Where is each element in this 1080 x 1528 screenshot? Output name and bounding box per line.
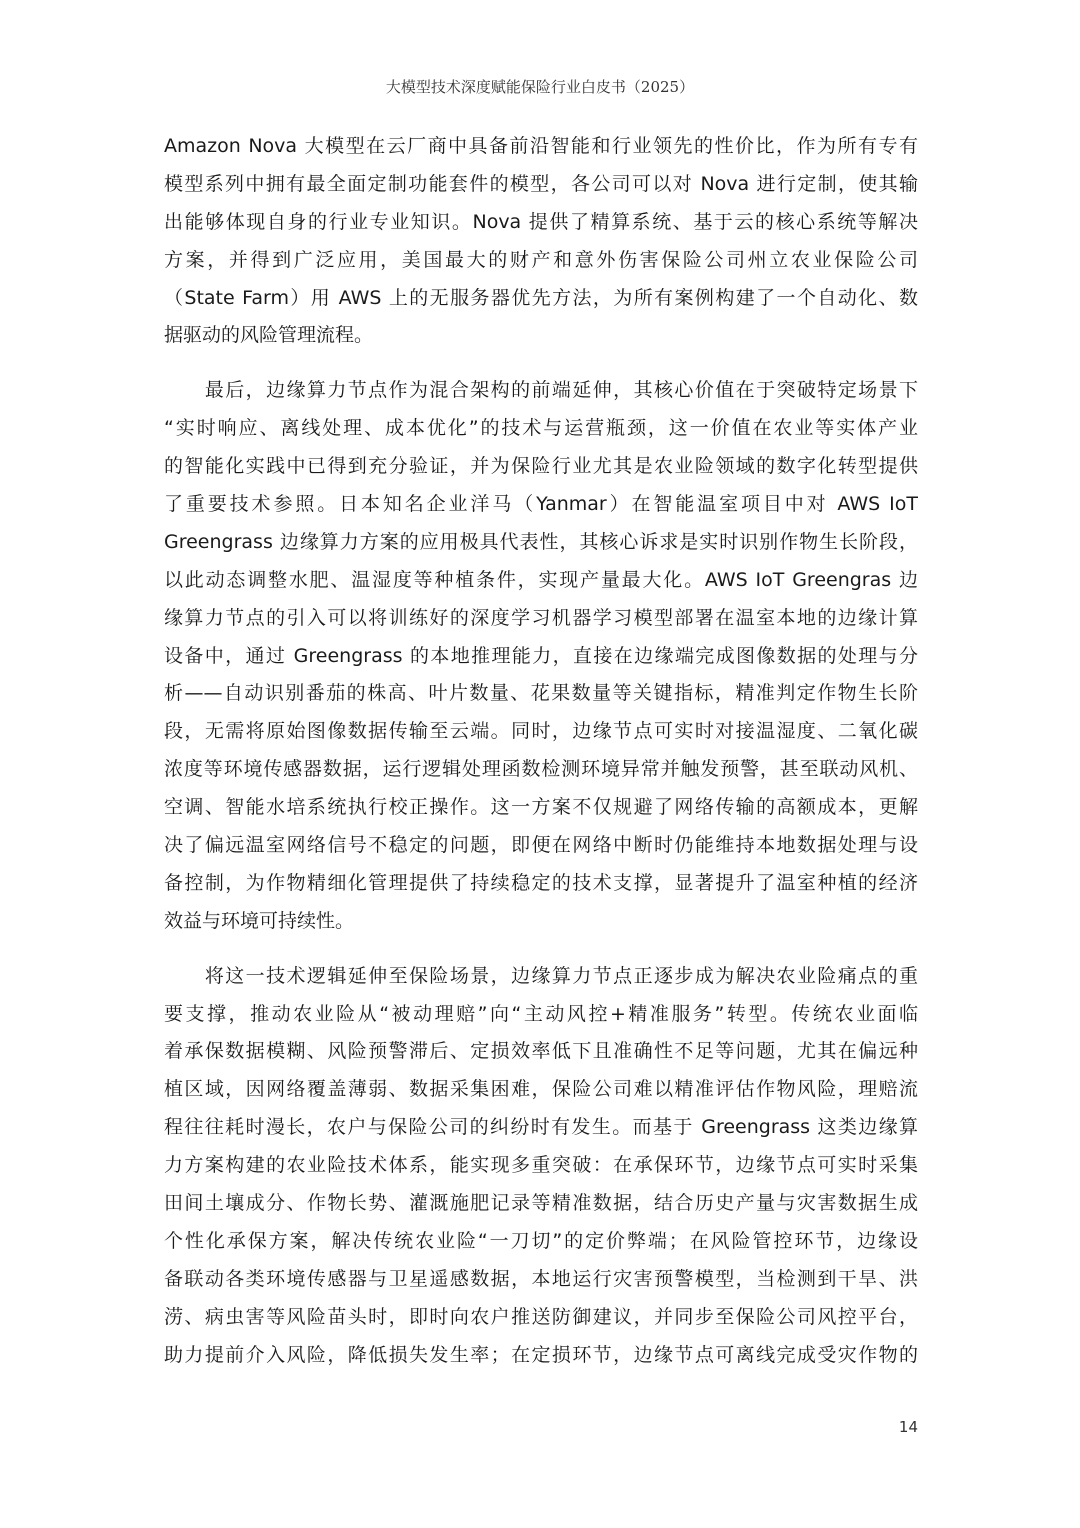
text-line: 植区域，因网络覆盖薄弱、数据采集困难，保险公司难以精准评估作物风险，理赔流 bbox=[164, 1078, 918, 1101]
text-line: 出能够体现自身的行业专业知识。Nova 提供了精算系统、基于云的核心系统等解决 bbox=[164, 210, 918, 233]
text-line: 方案，并得到广泛应用，美国最大的财产和意外伤害保险公司州立农业保险公司 bbox=[164, 248, 918, 271]
text-line: 决了偏远温室网络信号不稳定的问题，即便在网络中断时仍能维持本地数据处理与设 bbox=[164, 834, 918, 857]
text-line: 备控制，为作物精细化管理提供了持续稳定的技术支撑，显著提升了温室种植的经济 bbox=[164, 871, 918, 894]
text-line: 备联动各类环境传感器与卫星遥感数据，本地运行灾害预警模型，当检测到干旱、洪 bbox=[164, 1267, 918, 1290]
text-line: 的智能化实践中已得到充分验证，并为保险行业尤其是农业险领域的数字化转型提供 bbox=[164, 455, 918, 478]
text-line: 涝、病虫害等风险苗头时，即时向农户推送防御建议，并同步至保险公司风控平台， bbox=[164, 1305, 918, 1328]
text-line: 个性化承保方案，解决传统农业险“一刀切”的定价弊端；在风险管控环节，边缘设 bbox=[164, 1229, 918, 1252]
text-line: Amazon Nova 大模型在云厂商中具备前沿智能和行业领先的性价比，作为所有专有 bbox=[164, 135, 918, 157]
text-line: 缘算力节点的引入可以将训练好的深度学习机器学习模型部署在温室本地的边缘计算 bbox=[164, 606, 918, 629]
text-line: 设备中，通过 Greengrass 的本地推理能力，直接在边缘端完成图像数据的处理与分 bbox=[164, 644, 918, 667]
text-line: 力方案构建的农业险技术体系，能实现多重突破：在承保环节，边缘节点可实时采集 bbox=[164, 1154, 918, 1177]
paragraph-2 bbox=[164, 372, 918, 940]
text-line: 着承保数据模糊、风险预警滞后、定损效率低下且准确性不足等问题，尤其在偏远种 bbox=[164, 1040, 918, 1063]
text-line: 了重要技术参照。日本知名企业洋马（Yanmar）在智能温室项目中对 AWS IoT bbox=[164, 493, 918, 516]
text-line: 助力提前介入风险，降低损失发生率；在定损环节，边缘节点可离线完成受灾作物的 bbox=[164, 1343, 918, 1366]
text-line: 最后，边缘算力节点作为混合架构的前端延伸，其核心价值在于突破特定场景下 bbox=[164, 379, 918, 402]
text-line: 以此动态调整水肥、温湿度等种植条件，实现产量最大化。AWS IoT Greengras 边 bbox=[164, 568, 918, 591]
text-line: 浓度等环境传感器数据，运行逻辑处理函数检测环境异常并触发预警，甚至联动风机、 bbox=[164, 758, 918, 781]
text-line: 效益与环境可持续性。 bbox=[164, 909, 355, 932]
text-line: 田间土壤成分、作物长势、灌溉施肥记录等精准数据，结合历史产量与灾害数据生成 bbox=[164, 1192, 918, 1215]
text-line: 程往往耗时漫长，农户与保险公司的纠纷时有发生。而基于 Greengrass 这类边缘算 bbox=[164, 1116, 918, 1139]
text-line: 将这一技术逻辑延伸至保险场景，边缘算力节点正逐步成为解决农业险痛点的重 bbox=[164, 964, 918, 987]
text-line: 要支撑，推动农业险从“被动理赔”向“主动风控+精准服务”转型。传统农业面临 bbox=[164, 1002, 918, 1025]
text-line: （State Farm）用 AWS 上的无服务器优先方法，为所有案例构建了一个自动化、数 bbox=[164, 286, 918, 309]
text-line: Greengrass 边缘算力方案的应用极具代表性，其核心诉求是实时识别作物生长阶段， bbox=[164, 530, 918, 553]
text-line: 段，无需将原始图像数据传输至云端。同时，边缘节点可实时对接温湿度、二氧化碳 bbox=[164, 720, 918, 743]
paragraph-1 bbox=[164, 128, 918, 355]
body-text bbox=[164, 128, 918, 1375]
text-line: 模型系列中拥有最全面定制功能套件的模型，各公司可以对 Nova 进行定制，使其输 bbox=[164, 172, 918, 195]
paragraph-3 bbox=[164, 958, 918, 1375]
text-line: 据驱动的风险管理流程。 bbox=[164, 324, 374, 347]
text-line: “实时响应、离线处理、成本优化”的技术与运营瓶颈，这一价值在农业等实体产业 bbox=[164, 417, 918, 440]
page-header: 大模型技术深度赋能保险行业白皮书（2025） bbox=[385, 78, 695, 96]
text-line: 析——自动识别番茄的株高、叶片数量、花果数量等关键指标，精准判定作物生长阶 bbox=[164, 682, 918, 705]
text-line: 空调、智能水培系统执行校正操作。这一方案不仅规避了网络传输的高额成本，更解 bbox=[164, 796, 918, 819]
page-number: 14 bbox=[898, 1418, 918, 1436]
